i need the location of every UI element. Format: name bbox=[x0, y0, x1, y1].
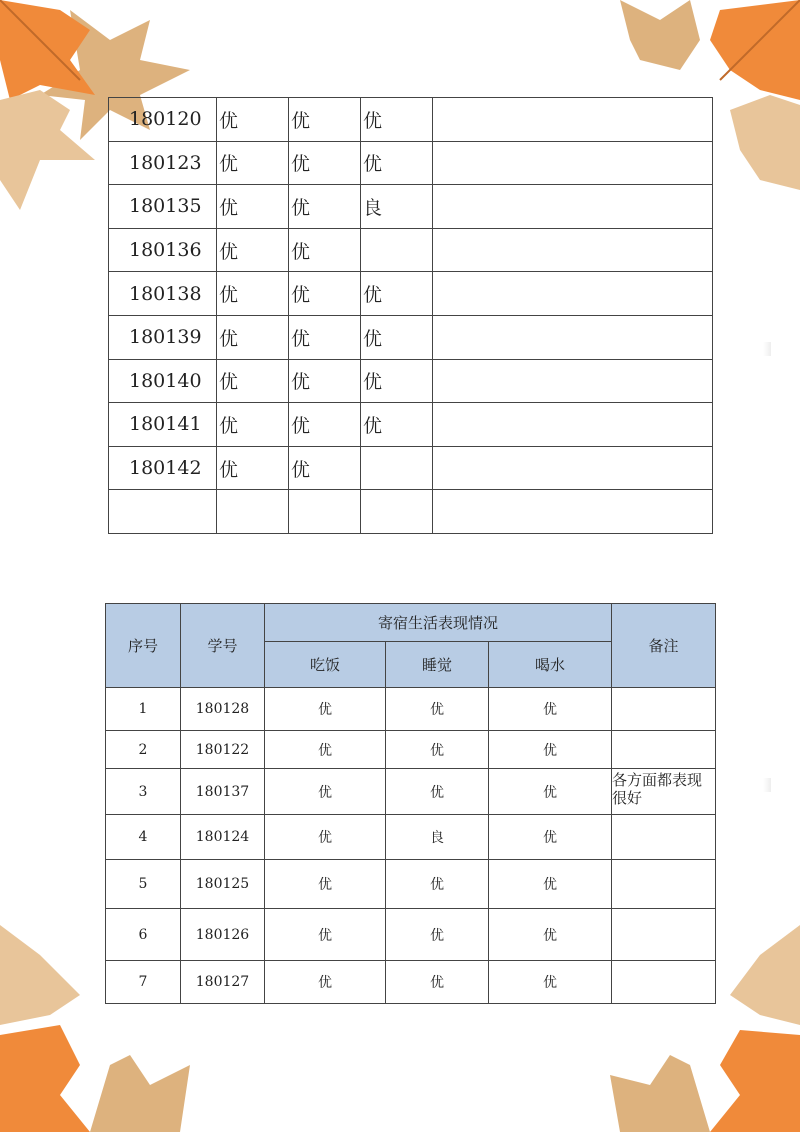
cell-note bbox=[433, 315, 713, 359]
cell-seq: 1 bbox=[106, 688, 181, 731]
cell-student-id: 180123 bbox=[109, 141, 217, 185]
cell-seq: 7 bbox=[106, 961, 181, 1004]
cell-eat: 优 bbox=[217, 272, 289, 316]
cell-sleep: 良 bbox=[386, 815, 489, 860]
cell-student-id: 180122 bbox=[181, 731, 265, 769]
table-row bbox=[109, 446, 713, 490]
table-row bbox=[109, 228, 713, 272]
edge-mark bbox=[763, 778, 771, 792]
cell-student-id: 180127 bbox=[181, 961, 265, 1004]
cell-sleep: 优 bbox=[386, 769, 489, 815]
cell-seq: 4 bbox=[106, 815, 181, 860]
cell-note bbox=[612, 688, 716, 731]
boarding-performance-table bbox=[105, 603, 716, 1004]
table-row bbox=[109, 490, 713, 534]
cell-sleep: 优 bbox=[289, 272, 361, 316]
cell-sleep: 优 bbox=[289, 228, 361, 272]
cell-eat: 优 bbox=[217, 315, 289, 359]
table-row bbox=[106, 909, 716, 961]
cell-drink: 优 bbox=[489, 909, 612, 961]
cell-eat: 优 bbox=[265, 909, 386, 961]
cell-drink: 优 bbox=[489, 769, 612, 815]
cell-note bbox=[433, 403, 713, 447]
cell-eat: 优 bbox=[217, 359, 289, 403]
cell-student-id: 180128 bbox=[181, 688, 265, 731]
cell-drink: 优 bbox=[361, 403, 433, 447]
cell-student-id: 180124 bbox=[181, 815, 265, 860]
cell-eat: 优 bbox=[265, 731, 386, 769]
cell-note bbox=[433, 359, 713, 403]
cell-student-id: 180120 bbox=[109, 98, 217, 142]
boarding-table-continued bbox=[108, 97, 713, 534]
cell-eat: 优 bbox=[217, 141, 289, 185]
cell-sleep: 优 bbox=[289, 185, 361, 229]
table-row bbox=[109, 359, 713, 403]
cell-eat: 优 bbox=[265, 688, 386, 731]
cell-drink bbox=[361, 490, 433, 534]
cell-eat: 优 bbox=[217, 403, 289, 447]
cell-seq: 2 bbox=[106, 731, 181, 769]
cell-note bbox=[612, 731, 716, 769]
cell-sleep: 优 bbox=[289, 359, 361, 403]
table-row bbox=[106, 860, 716, 909]
cell-drink: 优 bbox=[361, 315, 433, 359]
table-row bbox=[109, 403, 713, 447]
cell-note bbox=[433, 490, 713, 534]
cell-sleep bbox=[289, 490, 361, 534]
cell-student-id: 180126 bbox=[181, 909, 265, 961]
cell-student-id: 180138 bbox=[109, 272, 217, 316]
cell-sleep: 优 bbox=[386, 961, 489, 1004]
cell-eat: 优 bbox=[217, 98, 289, 142]
cell-eat: 优 bbox=[265, 961, 386, 1004]
edge-mark bbox=[763, 342, 771, 356]
cell-drink bbox=[361, 228, 433, 272]
cell-note bbox=[433, 141, 713, 185]
cell-drink: 优 bbox=[489, 688, 612, 731]
table-row bbox=[109, 141, 713, 185]
cell-eat: 优 bbox=[217, 228, 289, 272]
cell-note bbox=[433, 98, 713, 142]
table-row bbox=[106, 769, 716, 815]
cell-student-id: 180141 bbox=[109, 403, 217, 447]
table-row bbox=[109, 98, 713, 142]
cell-student-id: 180139 bbox=[109, 315, 217, 359]
cell-eat: 优 bbox=[265, 769, 386, 815]
cell-sleep: 优 bbox=[289, 446, 361, 490]
header-student-id: 学号 bbox=[181, 604, 265, 688]
cell-sleep: 优 bbox=[386, 860, 489, 909]
cell-student-id bbox=[109, 490, 217, 534]
cell-eat: 优 bbox=[217, 446, 289, 490]
cell-drink: 优 bbox=[361, 141, 433, 185]
table-row bbox=[109, 272, 713, 316]
cell-note bbox=[612, 961, 716, 1004]
cell-drink: 优 bbox=[361, 272, 433, 316]
cell-sleep: 优 bbox=[289, 403, 361, 447]
cell-drink: 优 bbox=[361, 359, 433, 403]
cell-seq: 3 bbox=[106, 769, 181, 815]
header-sleep: 睡觉 bbox=[386, 642, 489, 688]
cell-student-id: 180140 bbox=[109, 359, 217, 403]
cell-note: 各方面都表现很好 bbox=[612, 769, 716, 815]
cell-note bbox=[433, 272, 713, 316]
header-note: 备注 bbox=[612, 604, 716, 688]
table-row bbox=[106, 961, 716, 1004]
cell-sleep: 优 bbox=[289, 315, 361, 359]
cell-eat: 优 bbox=[265, 860, 386, 909]
cell-seq: 5 bbox=[106, 860, 181, 909]
cell-drink: 优 bbox=[489, 961, 612, 1004]
cell-sleep: 优 bbox=[386, 688, 489, 731]
header-seq: 序号 bbox=[106, 604, 181, 688]
table-row bbox=[106, 815, 716, 860]
cell-drink: 优 bbox=[489, 731, 612, 769]
cell-drink: 良 bbox=[361, 185, 433, 229]
table-row bbox=[109, 315, 713, 359]
cell-sleep: 优 bbox=[289, 141, 361, 185]
cell-note bbox=[612, 860, 716, 909]
cell-eat bbox=[217, 490, 289, 534]
cell-student-id: 180142 bbox=[109, 446, 217, 490]
cell-note bbox=[433, 185, 713, 229]
table-row bbox=[106, 688, 716, 731]
cell-drink: 优 bbox=[489, 815, 612, 860]
cell-eat: 优 bbox=[217, 185, 289, 229]
cell-sleep: 优 bbox=[386, 731, 489, 769]
cell-seq: 6 bbox=[106, 909, 181, 961]
cell-note bbox=[612, 909, 716, 961]
table-row bbox=[106, 731, 716, 769]
cell-drink: 优 bbox=[489, 860, 612, 909]
cell-student-id: 180137 bbox=[181, 769, 265, 815]
table-row bbox=[109, 185, 713, 229]
cell-sleep: 优 bbox=[386, 909, 489, 961]
cell-note bbox=[612, 815, 716, 860]
cell-note bbox=[433, 228, 713, 272]
header-drink: 喝水 bbox=[489, 642, 612, 688]
cell-student-id: 180136 bbox=[109, 228, 217, 272]
cell-drink bbox=[361, 446, 433, 490]
header-boarding-performance: 寄宿生活表现情况 bbox=[265, 604, 612, 642]
cell-student-id: 180125 bbox=[181, 860, 265, 909]
cell-drink: 优 bbox=[361, 98, 433, 142]
cell-sleep: 优 bbox=[289, 98, 361, 142]
cell-student-id: 180135 bbox=[109, 185, 217, 229]
cell-note bbox=[433, 446, 713, 490]
header-eat: 吃饭 bbox=[265, 642, 386, 688]
cell-eat: 优 bbox=[265, 815, 386, 860]
